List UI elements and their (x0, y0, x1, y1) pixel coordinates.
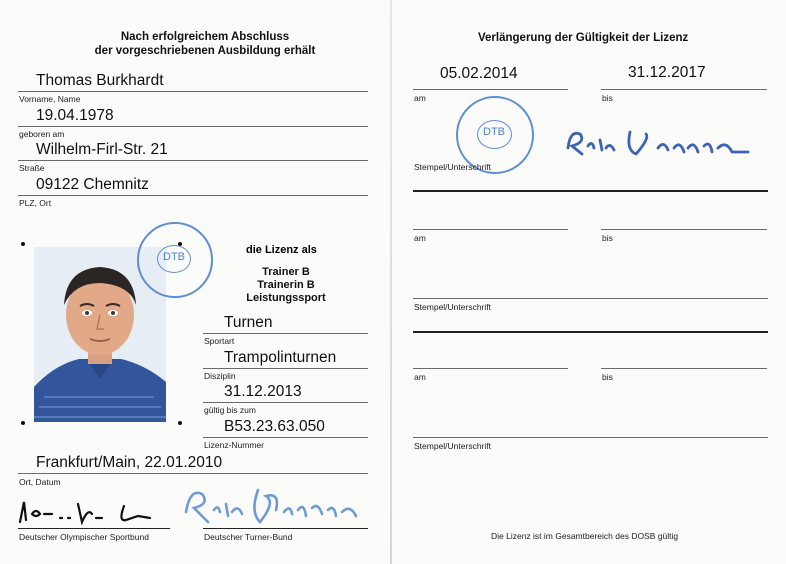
dosb-signature-line (18, 528, 170, 529)
right-heading: Verlängerung der Gültigkeit der Lizenz (478, 32, 689, 44)
name-line (18, 91, 368, 92)
discipline-label: Disziplin (204, 371, 236, 381)
extension-1-from-label: am (414, 93, 426, 103)
extension-3-sign-line (413, 437, 768, 438)
dtb-signature-line (203, 528, 368, 529)
birthdate-label: geboren am (19, 129, 65, 139)
dosb-label: Deutscher Olympischer Sportbund (19, 532, 149, 542)
photo-corner-dot (21, 242, 25, 246)
birthdate: 19.04.1978 (36, 107, 114, 124)
stamp-text: DTB (483, 126, 505, 138)
extension-3-sign-label: Stempel/Unterschrift (414, 441, 491, 451)
extension-1-sign-line (413, 190, 768, 192)
extension-3-to-line (601, 368, 767, 369)
license-type-1: Trainer B (262, 266, 310, 278)
place-date: Frankfurt/Main, 22.01.2010 (36, 454, 223, 471)
place-date-line (18, 473, 368, 474)
extension-1-to-label: bis (602, 93, 613, 103)
license-number-label: Lizenz-Nummer (204, 440, 264, 450)
extension-2-sign-label: Stempel/Unterschrift (414, 302, 491, 312)
sport-line (203, 333, 368, 334)
extension-1-from-line (413, 89, 568, 90)
sport-label: Sportart (204, 336, 235, 346)
extension-3-from-line (413, 368, 568, 369)
dtb-signature (180, 482, 370, 530)
city-line (18, 195, 368, 196)
left-heading-line1: Nach erfolgreichem Abschluss (120, 31, 290, 43)
license-as: die Lizenz als (246, 244, 317, 256)
street: Wilhelm-Firl-Str. 21 (36, 141, 168, 158)
name-label: Vorname, Name (19, 94, 81, 104)
page-fold (390, 0, 392, 564)
extension-2-from-line (413, 229, 568, 230)
dtb-label: Deutscher Turner-Bund (204, 532, 293, 542)
extension-2-from-label: am (414, 233, 426, 243)
extension-1-to-line (601, 89, 767, 90)
extension-1-signature (560, 122, 760, 162)
license-type-3: Leistungssport (246, 292, 326, 304)
city-label: PLZ, Ort (19, 198, 52, 208)
left-heading-line2: der vorgeschriebenen Ausbildung erhält (94, 45, 316, 57)
license-number: B53.23.63.050 (224, 418, 325, 435)
discipline: Trampolinturnen (224, 349, 337, 366)
discipline-line (203, 368, 368, 369)
city: 09122 Chemnitz (36, 176, 149, 193)
extension-1-from: 05.02.2014 (440, 65, 518, 82)
dosb-validity-note: Die Lizenz ist im Gesamtbereich des DOSB gültig (491, 531, 679, 541)
left-heading (70, 30, 340, 58)
place-date-label: Ort, Datum (19, 477, 61, 487)
license-types (236, 266, 336, 305)
stamp-text: DTB (163, 251, 185, 263)
street-label: Straße (19, 163, 45, 173)
birthdate-line (18, 126, 368, 127)
license-type-2: Trainerin B (257, 279, 315, 291)
dosb-signature (14, 494, 174, 530)
street-line (18, 160, 368, 161)
valid-until-label: gültig bis zum (204, 405, 256, 415)
photo-corner-dot (21, 421, 25, 425)
extension-2-separator (413, 331, 768, 333)
extension-1-sign-label: Stempel/Unterschrift (414, 162, 491, 172)
license-number-line (203, 437, 368, 438)
holder-name: Thomas Burkhardt (36, 72, 164, 89)
dtb-stamp-left (137, 222, 213, 298)
extension-1-to: 31.12.2017 (628, 64, 706, 81)
valid-until-line (203, 402, 368, 403)
extension-3-to-label: bis (602, 372, 613, 382)
extension-2-sign-line (413, 298, 768, 299)
extension-3-from-label: am (414, 372, 426, 382)
valid-until: 31.12.2013 (224, 383, 302, 400)
extension-2-to-line (601, 229, 767, 230)
photo-corner-dot (178, 421, 182, 425)
sport: Turnen (224, 314, 273, 331)
extension-2-to-label: bis (602, 233, 613, 243)
